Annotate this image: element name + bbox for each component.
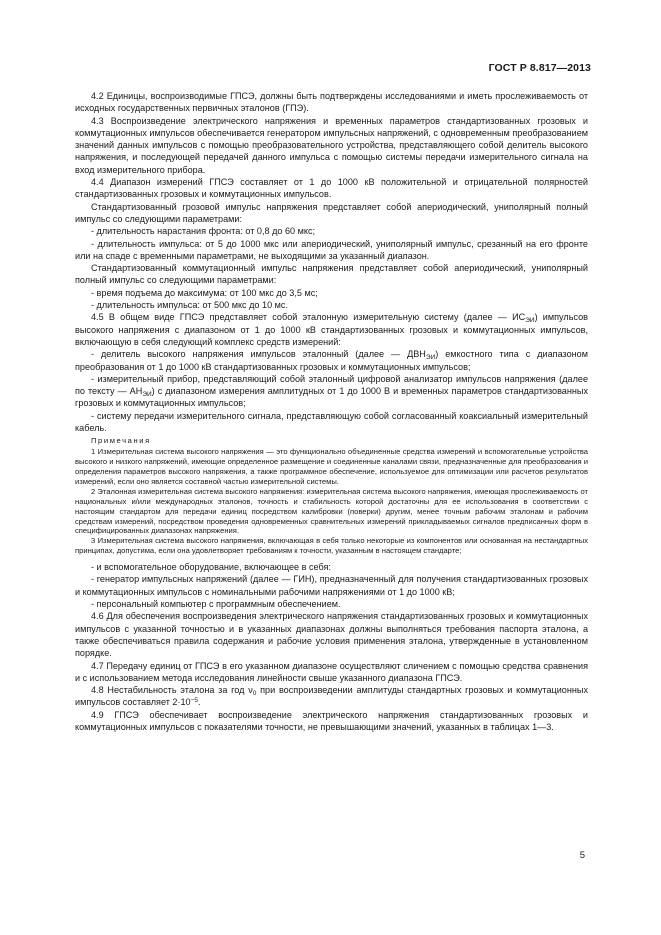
list-item-analyzer-subscript: ЭИ xyxy=(142,391,152,399)
list-item-divider xyxy=(75,348,588,373)
list-item-cable: - систему передачи измерительного сигнала, представляющую собой согласованный коаксиальный измерительный кабель. xyxy=(75,410,588,434)
paragraph-4-8-text-b: при воспроизведении амплитуды стандартных грозовых и коммутационных импульсов составляет 2·10 xyxy=(75,685,588,708)
document-body xyxy=(75,90,588,733)
list-item-divider-subscript: ЭИ xyxy=(425,354,436,362)
page-number: 5 xyxy=(579,850,585,861)
paragraph-4-8-subscript: 0 xyxy=(252,690,257,698)
paragraph-4-5 xyxy=(75,311,588,348)
list-item-divider-text-a: - делитель высокого напряжения импульсов эталонный (далее — ДВН xyxy=(91,349,426,360)
paragraph-4-3: 4.3 Воспроизведение электрического напряжения и временных параметров стандартизованных грозовых и коммутационных импульсов обеспечивается генератором импульсных напряжений, с одновременным преобразованием значений данных импульсов с помощью преобразовательного устройства, представляющего собой делитель высокого напряжения, и последующей передачей данного импульса с помощью системы передачи измерительного сигнала на вход измерительного прибора. xyxy=(75,115,588,175)
list-item-auxiliary: - и вспомогательное оборудование, включающее в себя: xyxy=(91,562,331,573)
note-1: 1 Измерительная система высокого напряжения — это функционально объединенные средства измерений и вспомогательные устройства высокого и низкого напряжений, имеющие определенное размещение и соединенные каналами связи, предназначенные для преобразования и определения параметров высокого напряжения, а также программное обеспечение, используемое для оптимизации или расчетов результатов измерений, если оно является составной частью измерительной системы. xyxy=(75,447,588,486)
paragraph-4-5-subscript: ЭИ xyxy=(525,317,535,325)
paragraph-4-2: 4.2 Единицы, воспроизводимые ГПСЭ, должны быть подтверждены исследованиями и иметь прослеживаемость от исходных государственных первичных эталонов (ГПЭ). xyxy=(75,91,588,114)
paragraph-4-4: 4.4 Диапазон измерений ГПСЭ составляет от 1 до 1000 кВ положительной и отрицательной полярностей стандартизованных грозовых и коммутационных импульсов. xyxy=(75,177,588,200)
list-item-front-duration: - длительность нарастания фронта: от 0,8 до 60 мкс; xyxy=(91,226,316,237)
list-item-computer: - персональный компьютер с программным обеспечением. xyxy=(91,599,341,610)
paragraph-switching-impulse: Стандартизованный коммутационный импульс напряжения представляет собой апериодический, униполярный полный импульс со следующими параметрами: xyxy=(75,263,588,286)
list-item-switching-duration: - длительность импульса: от 500 мкс до 10 мс. xyxy=(91,300,288,311)
document-header: ГОСТ Р 8.817—2013 xyxy=(488,62,591,74)
list-item-rise-time: - время подъема до максимума: от 100 мкс до 3,5 мс; xyxy=(91,287,318,298)
paragraph-4-5-text-b: ) импульсов высокого напряжения с диапазоном от 1 до 1000 кВ стандартизованных грозовых и коммутационных импульсов, включающую в себя следующий комплекс средств измерений: xyxy=(75,312,588,347)
paragraph-4-8-superscript: −5 xyxy=(190,697,199,705)
paragraph-4-6: 4.6 Для обеспечения воспроизведения электрического напряжения стандартизованных грозовых и коммутационных импульсов с указанной точностью и в указанных диапазонах должны выполняться требования паспорта эталона, а также обеспечиваться правила содержания и рабочие условия применения эталона, утвержденные в установленном порядке. xyxy=(75,611,588,659)
paragraph-4-8-text-c: . xyxy=(198,697,201,708)
note-2: 2 Эталонная измерительная система высокого напряжения: измерительная система высокого напряжения, имеющая прослеживаемость от национальных и/или международных эталонов, точность и стабильность которой достаточны для ее использования в соответствии с настоящим стандартом для передачи единиц посредством калибровки (поверки) другим, менее точным рабочим эталонам и рабочим средствам измерений, посредством проведения одновременных сравнительных измерений прикладываемых сигналов предписанных форм в специфицированных диапазонах напряжения. xyxy=(75,486,588,536)
note-3: 3 Измерительная система высокого напряжения, включающая в себя только некоторые из компонентов или основанная на нестандартных принципах, допустима, если она удовлетворяет требованиям к точности, указанным в настоящем стандарте; xyxy=(75,536,588,556)
paragraph-4-9: 4.9 ГПСЭ обеспечивает воспроизведение электрического напряжения стандартизованных грозовых и коммутационных импульсов с показателями точности, не превышающими значений, указанных в таблицах 1—3. xyxy=(75,709,588,733)
list-item-generator: - генератор импульсных напряжений (далее — ГИН), предназначенный для получения стандартизованных грозовых и коммутационных импульсов с номинальными рабочими напряжениями от 1 до 1000 кВ; xyxy=(75,574,588,597)
notes-block xyxy=(75,436,588,556)
list-item-analyzer xyxy=(75,373,588,410)
paragraph-4-8-text-a: 4.8 Нестабильность эталона за год ν xyxy=(91,685,253,696)
list-item-impulse-duration: - длительность импульса: от 5 до 1000 мкс или апериодический, униполярный импульс, срезанный на его фронте или на спаде с временными параметрами, не выходящими за указанный диапазон. xyxy=(75,238,588,261)
notes-title: Примечания xyxy=(91,436,151,446)
paragraph-lightning-impulse: Стандартизованный грозовой импульс напряжения представляет собой апериодический, униполярный полный импульс со следующими параметрами: xyxy=(75,201,588,224)
paragraph-4-7: 4.7 Передачу единиц от ГПСЭ в его указанном диапазоне осуществляют сличением с помощью средства сравнения и с использованием метода исследования линейности свыше указанного диапазона ГПСЭ. xyxy=(75,660,588,683)
list-item-analyzer-text-a: - измерительный прибор, представляющий собой эталонный цифровой анализатор импульсов напряжения (далее по тексту — АН xyxy=(75,373,588,397)
paragraph-4-8 xyxy=(75,684,588,709)
paragraph-4-5-text-a: 4.5 В общем виде ГПСЭ представляет собой эталонную измерительную систему (далее — ИС xyxy=(91,312,526,323)
list-item-analyzer-text-b: ) с диапазоном измерения амплитудных от 1 до 1000 В и временных параметров стандартизованных грозовых и коммутационных импульсов; xyxy=(75,386,588,409)
list-item-divider-text-b: ) емкостного типа с диапазоном преобразования от 1 до 1000 кВ стандартизованных грозовых и коммутационных импульсов; xyxy=(75,349,588,372)
